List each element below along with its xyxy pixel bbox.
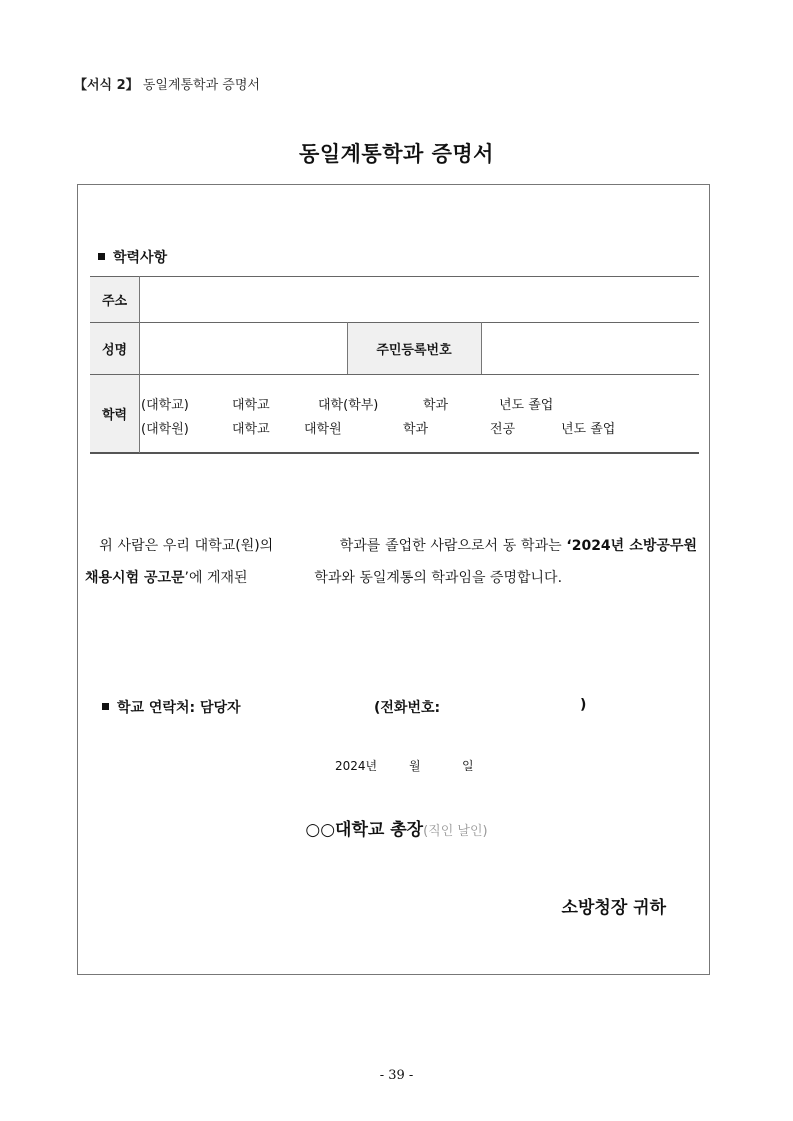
seal-note: (직인 날인) [423, 824, 488, 839]
edu-type-grad: (대학원) [141, 422, 189, 437]
document-title: 동일계통학과 증명서 [299, 142, 494, 166]
edu-type-undergrad: (대학교) [141, 398, 189, 413]
edu-univ-undergrad: 대학교 [232, 398, 270, 413]
form-label [74, 74, 260, 93]
address-label: 주소 [90, 277, 139, 322]
edu-track-grad: 전공 [490, 422, 516, 437]
addressee: 소방청장 귀하 [561, 898, 666, 918]
edu-major-grad: 학과 [403, 422, 429, 437]
date-year: 2024년 [335, 759, 378, 773]
edu-univ-grad: 대학교 [232, 422, 270, 437]
square-bullet-icon [98, 253, 105, 260]
edu-grad-grad: 년도 졸업 [561, 422, 616, 437]
edu-dept-undergrad: 대학(학부) [318, 398, 379, 413]
edu-grad-undergrad: 년도 졸업 [499, 398, 554, 413]
form-name: 동일계통학과 증명서 [142, 78, 260, 93]
education-label: 학력 [90, 375, 139, 452]
name-label: 성명 [90, 323, 139, 374]
square-bullet-icon [102, 703, 109, 710]
form-prefix: 【서식 2】 [74, 78, 139, 93]
phone-open: (전화번호: [374, 700, 441, 716]
date-day: 일 [462, 759, 474, 773]
edu-dept-grad: 대학원 [304, 422, 342, 437]
education-section-heading: 학력사항 [98, 247, 167, 267]
certification-statement: 위 사람은 우리 대학교(원)의 학과를 졸업한 사람으로서 동 학과는 ‘2024년 소방공무원 채용시험 공고문’에 게재된 학과와 동일계통의 학과임을 증명합니다. [85, 538, 697, 586]
contact-person-label: 학교 연락처: 담당자 [117, 700, 241, 716]
president-name: ○○대학교 총장 [305, 820, 424, 840]
phone-close: ) [580, 697, 587, 713]
date-month: 월 [409, 759, 421, 773]
school-contact [102, 697, 241, 717]
president-signature [0, 815, 793, 840]
resident-id-label: 주민등록번호 [347, 323, 481, 374]
edu-major-undergrad: 학과 [423, 398, 449, 413]
page-number: - 39 - [379, 1068, 414, 1083]
